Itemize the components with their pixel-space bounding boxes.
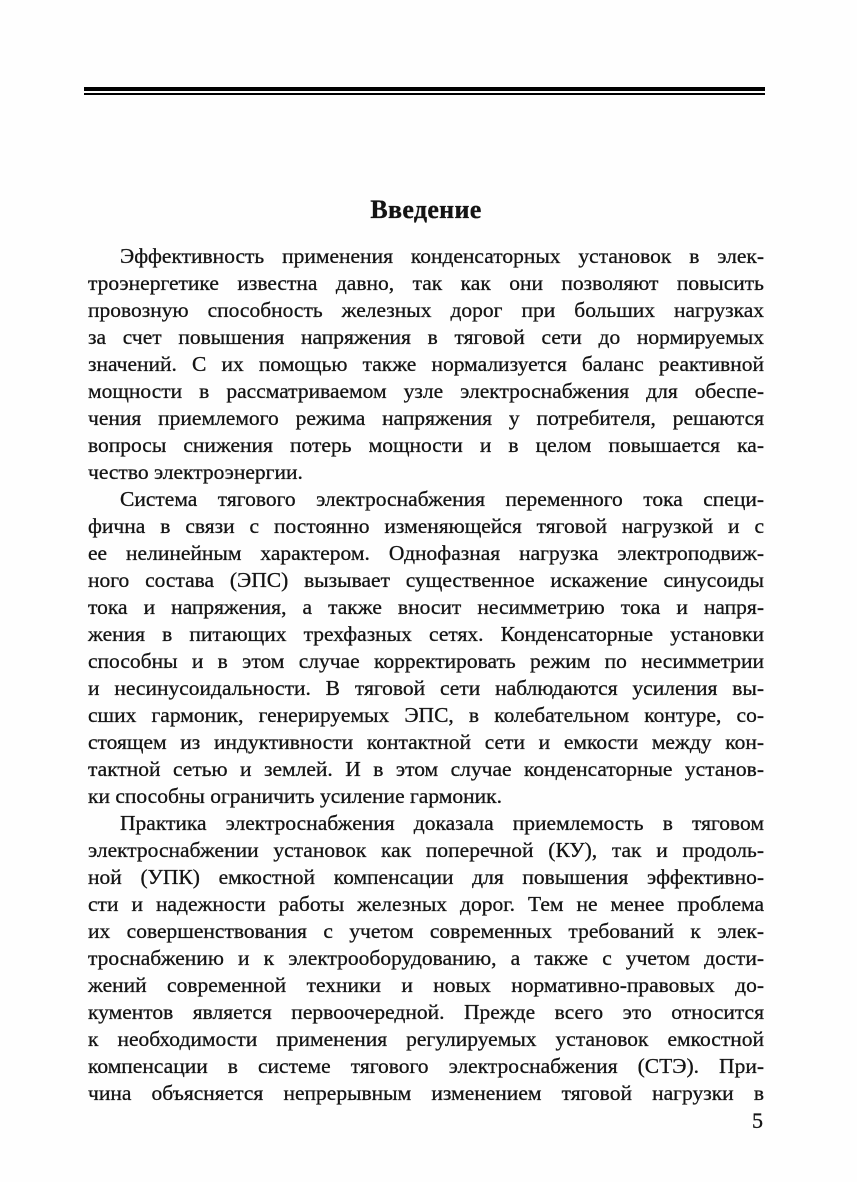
text-line: фична в связи с постоянно изменяющейся тяговой нагрузкой и с	[88, 514, 764, 538]
text-line: вопросы снижения потерь мощности и в целом повышается ка-	[88, 433, 764, 457]
paragraphs	[88, 243, 764, 1107]
text-line: ки способны ограничить усиление гармоник.	[88, 784, 502, 808]
text-line: электроснабжении установок как поперечной (КУ), так и продоль-	[88, 838, 764, 862]
text-line: компенсации в системе тягового электроснабжения (СТЭ). При-	[88, 1054, 764, 1078]
text-line: троэнергетике известна давно, так как они позволяют повысить	[88, 271, 764, 295]
text-line: тока и напряжения, а также вносит несимметрию тока и напря-	[88, 595, 764, 619]
text-line: способны и в этом случае корректировать режим по несимметрии	[88, 649, 764, 673]
text-line: сших гармоник, генерируемых ЭПС, в колебательном контуре, со-	[88, 703, 764, 727]
text-line: жений современной техники и новых нормативно-правовых до-	[88, 973, 764, 997]
text-line: провозную способность железных дорог при больших нагрузках	[88, 298, 764, 322]
text-line: значений. С их помощью также нормализуется баланс реактивной	[88, 352, 764, 376]
text-line: мощности в рассматриваемом узле электроснабжения для обеспе-	[88, 379, 764, 403]
text-line: их совершенствования с учетом современных требований к элек-	[88, 919, 764, 943]
text-line: троснабжению и к электрооборудованию, а также с учетом дости-	[88, 946, 764, 970]
text-line: и несинусоидальности. В тяговой сети наблюдаются усиления вы-	[88, 676, 764, 700]
rule-thick-line	[84, 87, 765, 91]
text-line: Эффективность применения конденсаторных установок в элек-	[120, 244, 764, 268]
text-line: чество электроэнергии.	[88, 460, 303, 484]
rule-thin-line	[84, 93, 765, 95]
text-line: ного состава (ЭПС) вызывает существенное искажение синусоиды	[88, 568, 764, 592]
text-line: ной (УПК) емкостной компенсации для повышения эффективно-	[88, 865, 764, 889]
text-line: стоящем из индуктивности контактной сети и емкости между кон-	[88, 730, 764, 754]
text-line: Практика электроснабжения доказала приемлемость в тяговом	[120, 811, 764, 835]
text-line: Система тягового электроснабжения переменного тока специ-	[120, 487, 764, 511]
text-line: сти и надежности работы железных дорог. Тем не менее проблема	[88, 892, 764, 916]
paragraph	[88, 243, 764, 486]
text-line: жения в питающих трехфазных сетях. Конденсаторные установки	[88, 622, 764, 646]
double-rule-divider	[84, 87, 765, 95]
paragraph	[88, 810, 764, 1107]
text-line: кументов является первоочередной. Прежде всего это относится	[88, 1000, 764, 1024]
text-line: чина объясняется непрерывным изменением тяговой нагрузки в	[88, 1081, 764, 1105]
text-line: тактной сетью и землей. И в этом случае конденсаторные установ-	[88, 757, 764, 781]
text-line: ее нелинейным характером. Однофазная нагрузка электроподвиж-	[88, 541, 764, 565]
chapter-title: Введение	[370, 195, 482, 224]
page-number: 5	[752, 1108, 763, 1133]
text-line: чения приемлемого режима напряжения у потребителя, решаются	[88, 406, 764, 430]
text-line: за счет повышения напряжения в тяговой сети до нормируемых	[88, 325, 764, 349]
text-line: к необходимости применения регулируемых установок емкостной	[88, 1027, 764, 1051]
paragraph	[88, 486, 764, 810]
